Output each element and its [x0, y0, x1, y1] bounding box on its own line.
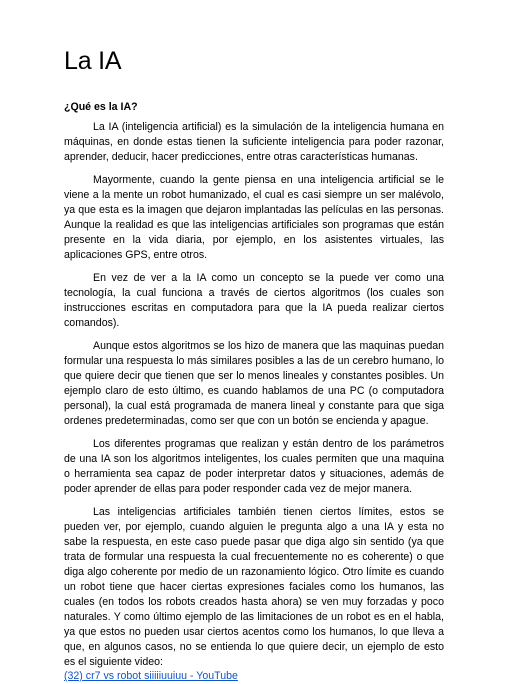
paragraph-definition: La IA (inteligencia artificial) es la simulación de la inteligencia humana en máquinas, en donde estas tienen la suficiente inteligencia para poder razonar, aprender, deducir, hacer predicciones, entre otras características humanas.	[64, 121, 444, 163]
paragraph-limits: Las inteligencias artificiales también tienen ciertos límites, estos se pueden ver, por ejemplo, cuando alguien le pregunta algo a una IA y esta no sabe la respuesta, en este caso puede pasar que diga algo sin sentido (ya que trata de formular una respuesta la cual frecuentemente no es coherente) o que diga algo coherente por medio de un razonamiento lógico. Otro límite es cuando un robot tiene que hacer ciertas expresiones faciales como los humanos, las cuales (en todos los robots creados hasta ahora) se ven muy forzadas y poco naturales. Y como último ejemplo de las limitaciones de un robot es en el habla, ya que estos no pueden usar ciertos acentos como los humanos, lo que lleva a que, en algunos casos, no se entienda lo que quiere decir, un ejemplo de esto es el siguiente video:	[64, 506, 444, 668]
paragraph-technology: En vez de ver a la IA como un concepto se la puede ver como una tecnología, la cual funciona a través de ciertos algoritmos (los cuales son instrucciones escritas en computadora para que la IA pueda realizar ciertos comandos).	[64, 272, 444, 329]
paragraph-perception: Mayormente, cuando la gente piensa en una inteligencia artificial se le viene a la mente un robot humanizado, el cual es casi siempre un ser malévolo, ya que esta es la imagen que dejaron implantadas las películas en las personas. Aunque la realidad es que las inteligencias artificiales son programas que están presente en la vida diaria, por ejemplo, en los asistentes virtuales, las aplicaciones GPS, entre otros.	[64, 174, 444, 261]
section-heading: ¿Qué es la IA?	[64, 101, 138, 113]
paragraph-intelligent-programs: Los diferentes programas que realizan y están dentro de los parámetros de una IA son los algoritmos inteligentes, los cuales permiten que una maquina o herramienta sea capaz de poder interpretar datos y situaciones, además de poder aprender de ellas para poder responder cada vez de mejor manera.	[64, 438, 444, 495]
paragraph-algorithms: Aunque estos algoritmos se los hizo de manera que las maquinas puedan formular una respuesta lo más similares posibles a las de un cerebro humano, lo que quiere decir que tienen que ser lo menos lineales y constantes posibles. Un ejemplo claro de esto último, es cuando hablamos de una PC (o computadora personal), la cual está programada de manera lineal y constante para que siga ordenes predeterminadas, como ser que con un botón se encienda y apague.	[64, 340, 444, 427]
document-title: La IA	[64, 47, 122, 75]
youtube-video-link[interactable]: (32) cr7 vs robot siiiiiuuiuu - YouTube	[64, 670, 238, 682]
